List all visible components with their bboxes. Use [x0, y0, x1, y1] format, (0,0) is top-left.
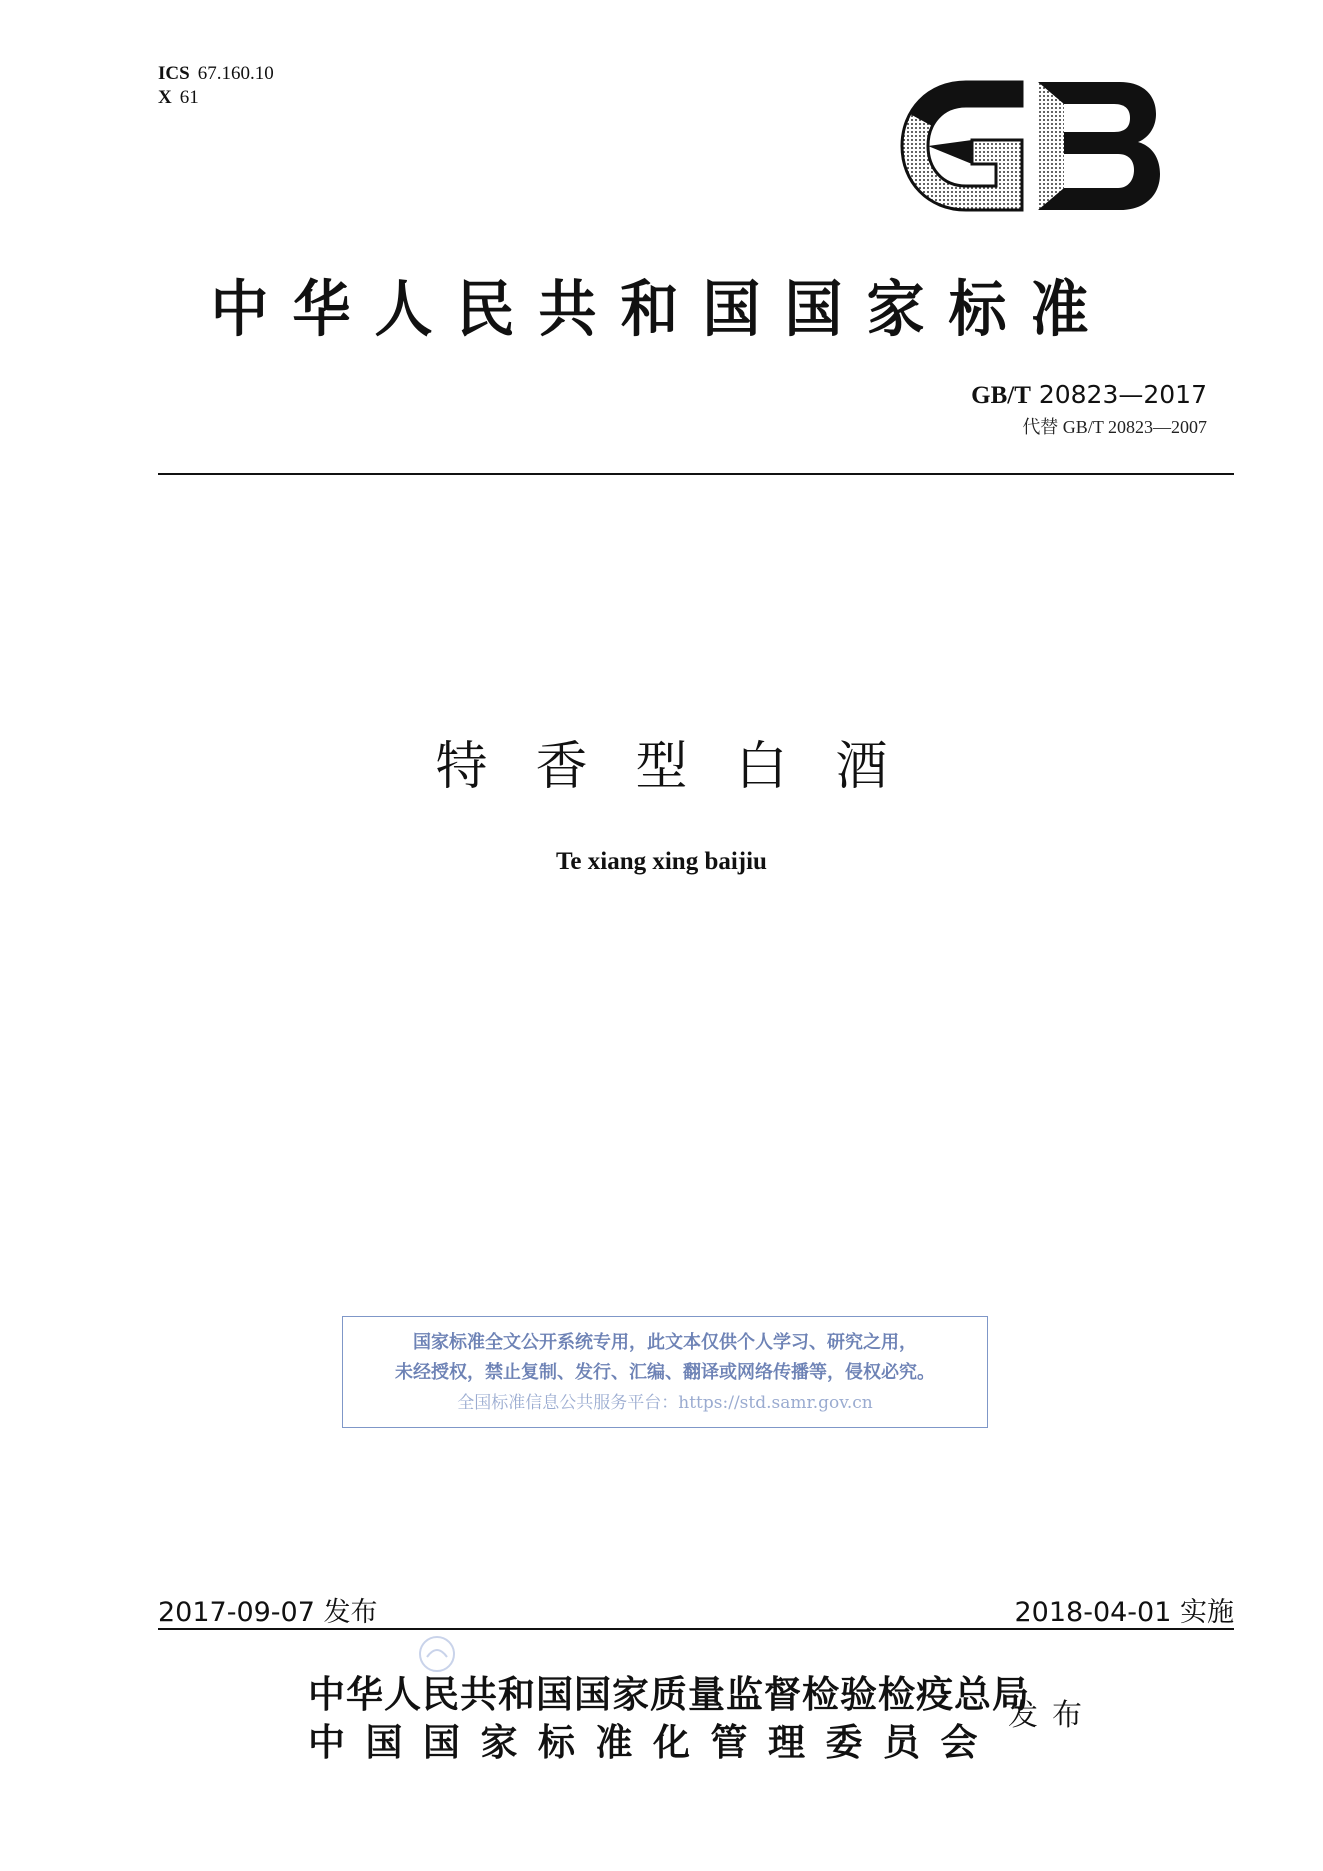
issuer-line-1: 中华人民共和国国家质量监督检验检疫总局	[308, 1673, 1030, 1716]
ccs-label: X	[158, 87, 172, 108]
issue-date: 2017-09-07 发布	[158, 1597, 378, 1628]
ccs-code	[158, 86, 274, 110]
ccs-number: 61	[179, 87, 199, 108]
notice-line-3: 全国标准信息公共服务平台：https://std.samr.gov.cn	[457, 1393, 873, 1413]
national-standard-title: 中华人民共和国国家标准	[210, 273, 1113, 345]
notice-line-1: 国家标准全文公开系统专用，此文本仅供个人学习、研究之用，	[413, 1332, 917, 1353]
publish-label: 发布	[1008, 1698, 1096, 1733]
replaces-standard: 代替 GB/T 20823—2007	[1022, 417, 1207, 437]
gb-logo	[898, 78, 1164, 214]
copyright-notice-box	[342, 1316, 988, 1428]
issuer-line-2: 中国国家标准化管理委员会	[308, 1721, 998, 1764]
document-title: 特香型白酒	[435, 737, 936, 797]
standard-code	[971, 380, 1207, 410]
standard-code-number: 20823—2017	[1038, 380, 1207, 409]
notice-line-2: 未经授权，禁止复制、发行、汇编、翻译或网络传播等，侵权必究。	[395, 1362, 935, 1383]
bottom-divider	[158, 1628, 1234, 1630]
ics-label: ICS	[158, 63, 190, 84]
ics-number: 67.160.10	[197, 63, 274, 84]
document-title-english: Te xiang xing baijiu	[556, 848, 767, 875]
standard-code-prefix: GB/T	[971, 382, 1031, 409]
top-divider	[158, 473, 1234, 475]
ics-code	[158, 62, 274, 86]
classification-codes	[158, 62, 274, 110]
implementation-date: 2018-04-01 实施	[1014, 1597, 1234, 1628]
